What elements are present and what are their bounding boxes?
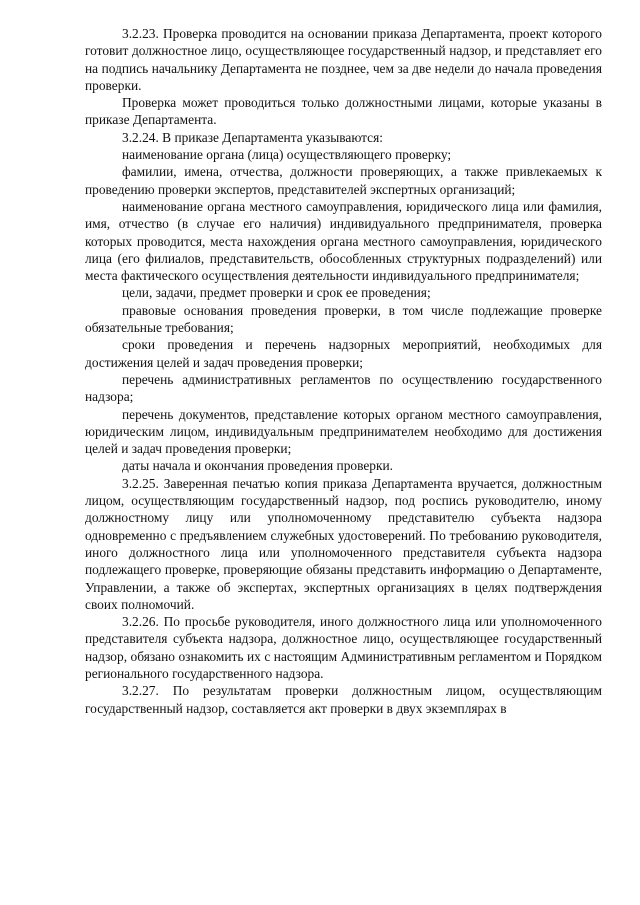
list-item-inspectors-names: фамилии, имена, отчества, должности проверяющих, а также привлекаемых к проведению проверки экспертов, представителей экспертных организаций; [85, 164, 602, 197]
paragraph-3-2-27: 3.2.27. По результатам проверки должностным лицом, осуществляющим государственный надзор, составляется акт проверки в двух экземплярах в [85, 683, 602, 716]
list-item-documents: перечень документов, представление которых органом местного самоуправления, юридическим лицом, индивидуальным предпринимателем необходимо для достижения целей и задач проведения проверки; [85, 406, 602, 457]
list-item-dates: даты начала и окончания проведения проверки. [122, 458, 393, 474]
paragraph-3-2-26: 3.2.26. По просьбе руководителя, иного должностного лица или уполномоченного представителя субъекта надзора, должностное лицо, осуществляющее государственный надзор, обязано ознакомить их с настоящим Административным регламентом и Порядком регионального государственного надзора. [85, 614, 602, 681]
list-item-regulations: перечень административных регламентов по осуществлению государственного надзора; [85, 371, 602, 405]
paragraph-3-2-23: 3.2.23. Проверка проводится на основании приказа Департамента, проект которого готовит должностное лицо, осуществляющее государственный надзор, и представляет его на подпись начальнику Департамента не позднее, чем за две недели до начала проведения проверки. [85, 26, 602, 93]
document-body [85, 25, 602, 717]
paragraph-3-2-25: 3.2.25. Заверенная печатью копия приказа Департамента вручается, должностным лицом, осуществляющим государственный надзор, под роспись руководителю, иному должностному лицу или уполномоченному представителю субъекта надзора одновременно с предъявлением служебных удостоверений. По требованию руководителя, иного должностного лица или уполномоченного представителя субъекта надзора подлежащего проверке, проверяющие обязаны представить информацию о Департаменте, Управлении, а также об экспертах, экспертных организациях в целях подтверждения своих полномочий. [85, 475, 602, 612]
paragraph-inspectors-note: Проверка может проводиться только должностными лицами, которые указаны в приказе Департамента. [85, 95, 602, 128]
list-item-inspected-entity: наименование органа местного самоуправления, юридического лица или фамилия, имя, отчество (в случае его наличия) индивидуального предпринимателя, проверка которых проводится, места нахождения органа местного самоуправления, юридического лица (его филиалов, представительств, обособленных структурных подразделений) или места фактического осуществления деятельности индивидуального предпринимателя; [85, 198, 602, 284]
list-item-inspecting-body: наименование органа (лица) осуществляющего проверку; [122, 147, 452, 163]
paragraph-3-2-24: 3.2.24. В приказе Департамента указываются: [122, 129, 384, 145]
list-item-legal-grounds: правовые основания проведения проверки, в том числе подлежащие проверке обязательные требования; [85, 302, 602, 336]
list-item-goals: цели, задачи, предмет проверки и срок ее проведения; [122, 285, 431, 301]
list-item-terms-and-measures: сроки проведения и перечень надзорных мероприятий, необходимых для достижения целей и задач проведения проверки; [85, 337, 602, 370]
